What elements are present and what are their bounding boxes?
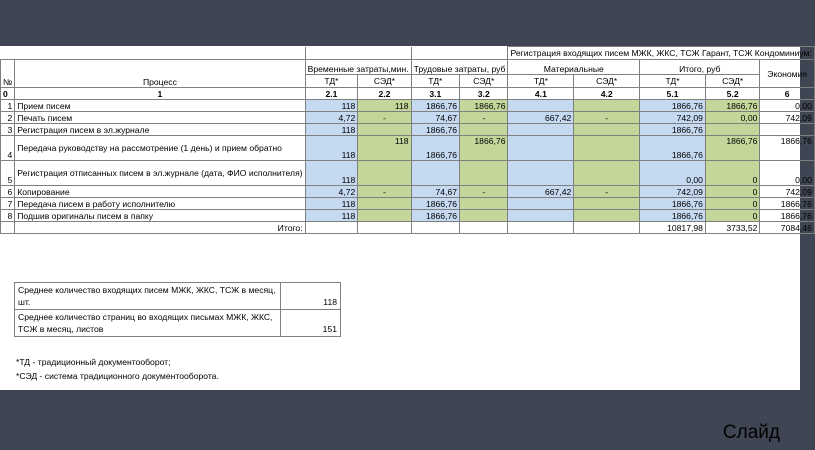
labor-sed-cell bbox=[460, 161, 508, 186]
material-td-cell: 667,42 bbox=[508, 186, 574, 198]
total-td-cell: 742,09 bbox=[640, 186, 706, 198]
row-number: 7 bbox=[1, 198, 15, 210]
table-row bbox=[1, 124, 815, 136]
total-td-cell: 1866,76 bbox=[640, 198, 706, 210]
table-row bbox=[1, 100, 815, 112]
economy-cell bbox=[760, 124, 814, 136]
row-number: 3 bbox=[1, 124, 15, 136]
slide-label: Слайд bbox=[722, 422, 780, 443]
summary-value: 151 bbox=[281, 310, 341, 337]
summary-row bbox=[15, 310, 341, 337]
material-sed-cell bbox=[574, 124, 640, 136]
sub-header-td: ТД* bbox=[411, 75, 459, 88]
sub-header-sed: СЭД* bbox=[358, 75, 411, 88]
group-material-header: Материальные bbox=[508, 60, 640, 75]
sub-header-sed: СЭД* bbox=[460, 75, 508, 88]
material-td-cell bbox=[508, 136, 574, 161]
total-td-cell: 1866,76 bbox=[640, 100, 706, 112]
total-sed-cell: 0 bbox=[705, 161, 759, 186]
economy-cell: 0,00 bbox=[760, 100, 814, 112]
material-td-cell bbox=[508, 100, 574, 112]
summary-label: Среднее количество входящих писем МЖК, ЖКС, ТСЖ в месяц, шт. bbox=[15, 283, 281, 310]
economy-cell: 742,09 bbox=[760, 186, 814, 198]
sub-header-td: ТД* bbox=[640, 75, 706, 88]
summary-label: Среднее количество страниц во входящих письмах МЖК, ЖКС, ТСЖ в месяц, листов bbox=[15, 310, 281, 337]
labor-td-cell: 74,67 bbox=[411, 186, 459, 198]
totals-row bbox=[1, 222, 815, 234]
time-td-cell: 118 bbox=[305, 161, 358, 186]
total-td-cell: 742,09 bbox=[640, 112, 706, 124]
total-sed-value: 3733,52 bbox=[705, 222, 759, 234]
index-cell: 2.2 bbox=[358, 88, 411, 100]
index-cell: 1 bbox=[15, 88, 305, 100]
table-row bbox=[1, 136, 815, 161]
labor-sed-cell: 1866,76 bbox=[460, 100, 508, 112]
time-sed-cell bbox=[358, 124, 411, 136]
index-cell: 4.1 bbox=[508, 88, 574, 100]
time-td-cell: 4,72 bbox=[305, 186, 358, 198]
time-td-cell: 118 bbox=[305, 210, 358, 222]
time-sed-cell: 118 bbox=[358, 100, 411, 112]
col-economy-header: Экономия bbox=[760, 60, 814, 88]
time-sed-cell: - bbox=[358, 112, 411, 124]
index-cell: 3.1 bbox=[411, 88, 459, 100]
total-sed-cell bbox=[705, 124, 759, 136]
row-number: 2 bbox=[1, 112, 15, 124]
material-td-cell bbox=[508, 124, 574, 136]
sub-header-sed: СЭД* bbox=[705, 75, 759, 88]
material-sed-cell bbox=[574, 210, 640, 222]
footnote-td: *ТД - традиционный документооборот; bbox=[16, 357, 171, 367]
index-cell: 4.2 bbox=[574, 88, 640, 100]
total-sed-cell: 1866,76 bbox=[705, 100, 759, 112]
group-labor-header: Трудовые затраты, руб bbox=[411, 60, 508, 75]
sub-header-sed: СЭД* bbox=[574, 75, 640, 88]
economy-cell: 1866,76 bbox=[760, 198, 814, 210]
table-row bbox=[1, 198, 815, 210]
time-td-cell: 118 bbox=[305, 124, 358, 136]
col-no-header: № bbox=[1, 60, 15, 88]
process-cell: Передача писем в работу исполнителю bbox=[15, 198, 305, 210]
process-cell: Регистрация отписанных писем в эл.журнале (дата, ФИО исполнителя) bbox=[15, 161, 305, 186]
group-total-header: Итого, руб bbox=[640, 60, 760, 75]
labor-td-cell: 1866,76 bbox=[411, 124, 459, 136]
total-td-cell: 1866,76 bbox=[640, 210, 706, 222]
labor-sed-cell bbox=[460, 124, 508, 136]
row-number: 6 bbox=[1, 186, 15, 198]
summary-table bbox=[14, 282, 341, 337]
process-cell: Печать писем bbox=[15, 112, 305, 124]
time-sed-cell bbox=[358, 161, 411, 186]
labor-sed-cell bbox=[460, 198, 508, 210]
time-sed-cell bbox=[358, 198, 411, 210]
process-cell: Подшив оригиналы писем в папку bbox=[15, 210, 305, 222]
process-cell: Копирование bbox=[15, 186, 305, 198]
total-sed-cell: 1866,76 bbox=[705, 136, 759, 161]
time-td-cell: 118 bbox=[305, 136, 358, 161]
material-td-cell bbox=[508, 198, 574, 210]
labor-td-cell: 74,67 bbox=[411, 112, 459, 124]
total-td-value: 10817,98 bbox=[640, 222, 706, 234]
totals-label: Итого: bbox=[15, 222, 305, 234]
economy-cell: 1866,76 bbox=[760, 136, 814, 161]
sub-header-td: ТД* bbox=[508, 75, 574, 88]
row-number: 8 bbox=[1, 210, 15, 222]
total-economy-value: 7084,46 bbox=[760, 222, 814, 234]
labor-sed-cell: - bbox=[460, 186, 508, 198]
summary-row bbox=[15, 283, 341, 310]
summary-value: 118 bbox=[281, 283, 341, 310]
time-sed-cell bbox=[358, 210, 411, 222]
total-sed-cell: 0 bbox=[705, 186, 759, 198]
process-cell: Прием писем bbox=[15, 100, 305, 112]
material-td-cell: 667,42 bbox=[508, 112, 574, 124]
time-td-cell: 118 bbox=[305, 198, 358, 210]
table-title: Регистрация входящих писем МЖК, ЖКС, ТСЖ Гарант, ТСЖ Кондоминиум: bbox=[508, 47, 814, 60]
time-sed-cell: - bbox=[358, 186, 411, 198]
index-cell: 5.2 bbox=[705, 88, 759, 100]
spreadsheet-area bbox=[0, 46, 812, 390]
economy-cell: 1866,76 bbox=[760, 210, 814, 222]
total-sed-cell: 0 bbox=[705, 210, 759, 222]
labor-sed-cell bbox=[460, 210, 508, 222]
process-cell: Передача руководству на рассмотрение (1 день) и прием обратно bbox=[15, 136, 305, 161]
row-number: 5 bbox=[1, 161, 15, 186]
labor-td-cell: 1866,76 bbox=[411, 198, 459, 210]
labor-sed-cell: - bbox=[460, 112, 508, 124]
material-sed-cell: - bbox=[574, 112, 640, 124]
table-row bbox=[1, 210, 815, 222]
sub-header-td: ТД* bbox=[305, 75, 358, 88]
table-row bbox=[1, 161, 815, 186]
material-sed-cell bbox=[574, 136, 640, 161]
time-td-cell: 118 bbox=[305, 100, 358, 112]
labor-td-cell bbox=[411, 161, 459, 186]
labor-sed-cell: 1866,76 bbox=[460, 136, 508, 161]
footnote-sed: *СЭД - система традиционного документооборота. bbox=[16, 371, 219, 381]
index-cell: 2.1 bbox=[305, 88, 358, 100]
row-number: 1 bbox=[1, 100, 15, 112]
table-row bbox=[1, 186, 815, 198]
table-row bbox=[1, 112, 815, 124]
row-number: 4 bbox=[1, 136, 15, 161]
material-td-cell bbox=[508, 210, 574, 222]
group-time-header: Временные затраты,мин. bbox=[305, 60, 411, 75]
index-cell: 5.1 bbox=[640, 88, 706, 100]
index-cell: 6 bbox=[760, 88, 814, 100]
total-sed-cell: 0 bbox=[705, 198, 759, 210]
material-sed-cell bbox=[574, 161, 640, 186]
material-sed-cell bbox=[574, 198, 640, 210]
time-sed-cell: 118 bbox=[358, 136, 411, 161]
total-sed-cell: 0,00 bbox=[705, 112, 759, 124]
labor-td-cell: 1866,76 bbox=[411, 210, 459, 222]
material-sed-cell bbox=[574, 100, 640, 112]
total-td-cell: 0,00 bbox=[640, 161, 706, 186]
time-td-cell: 4,72 bbox=[305, 112, 358, 124]
economy-cell: 742,09 bbox=[760, 112, 814, 124]
index-cell: 3.2 bbox=[460, 88, 508, 100]
labor-td-cell: 1866,76 bbox=[411, 136, 459, 161]
economy-cell: 0,00 bbox=[760, 161, 814, 186]
labor-td-cell: 1866,76 bbox=[411, 100, 459, 112]
total-td-cell: 1866,76 bbox=[640, 136, 706, 161]
col-process-header: Процесс bbox=[15, 60, 305, 88]
material-sed-cell: - bbox=[574, 186, 640, 198]
total-td-cell: 1866,76 bbox=[640, 124, 706, 136]
index-cell: 0 bbox=[1, 88, 15, 100]
cost-table bbox=[0, 46, 815, 234]
material-td-cell bbox=[508, 161, 574, 186]
process-cell: Регистрация писем в эл.журнале bbox=[15, 124, 305, 136]
